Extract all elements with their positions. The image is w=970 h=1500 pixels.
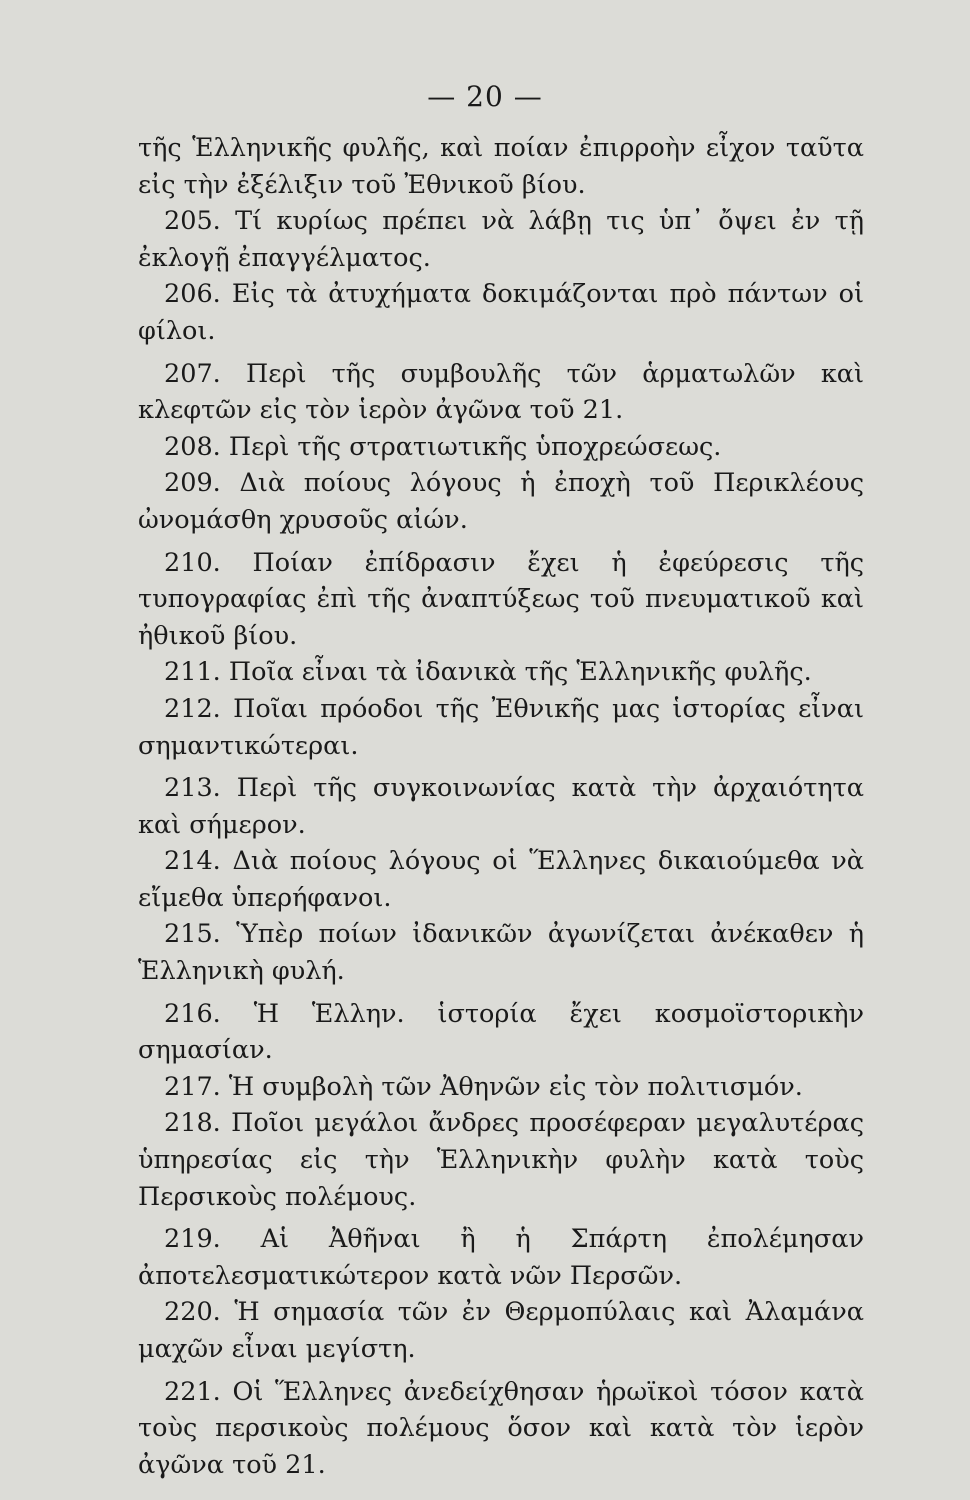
list-item-216: 216. Ἡ Ἑλλην. ἱστορία ἔχει κοσμοϊστορικὴν σημασίαν. <box>138 998 864 1066</box>
list-item-continuation: τῆς Ἑλληνικῆς φυλῆς, καὶ ποίαν ἐπιρροὴν εἶχον ταῦτα εἰς τὴν ἐξέλιξιν τοῦ Ἐθνικοῦ βίου. <box>138 133 864 200</box>
list-item-215: 215. Ὑπὲρ ποίων ἰδανικῶν ἀγωνίζεται ἀνέκαθεν ἡ Ἑλληνικὴ φυλή. <box>138 919 864 987</box>
list-item-213: 213. Περὶ τῆς συγκοινωνίας κατὰ τὴν ἀρχαιότητα καὶ σήμερον. <box>138 773 864 840</box>
list-item-217: 217. Ἡ συμβολὴ τῶν Ἀθηνῶν εἰς τὸν πολιτισμόν. <box>164 1071 803 1102</box>
question-list <box>138 130 864 1483</box>
list-item-212: 212. Ποῖαι πρόοδοι τῆς Ἐθνικῆς μας ἱστορίας εἶναι σημαντικώτεραι. <box>138 693 864 761</box>
list-item-206: 206. Εἰς τὰ ἀτυχήματα δοκιμάζονται πρὸ πάντων οἱ φίλοι. <box>138 279 864 346</box>
list-item-210: 210. Ποίαν ἐπίδρασιν ἔχει ἡ ἐφεύρεσις τῆς τυπογραφίας ἐπὶ τῆς ἀναπτύξεως τοῦ πνευματικοῦ καὶ ἠθικοῦ βίου. <box>138 547 864 651</box>
list-item-209: 209. Διὰ ποίους λόγους ἡ ἐποχὴ τοῦ Περικλέους ὠνομάσθη χρυσοῦς αἰών. <box>138 468 864 535</box>
list-item-211: 211. Ποῖα εἶναι τὰ ἰδανικὰ τῆς Ἑλληνικῆς φυλῆς. <box>164 657 812 688</box>
list-item-219: 219. Αἱ Ἀθῆναι ἢ ἡ Σπάρτη ἐπολέμησαν ἀποτελεσματικώτερον κατὰ νῶν Περσῶν. <box>138 1224 864 1291</box>
list-item-208: 208. Περὶ τῆς στρατιωτικῆς ὑποχρεώσεως. <box>164 431 722 462</box>
list-item-207: 207. Περὶ τῆς συμβουλῆς τῶν ἁρματωλῶν καὶ κλεφτῶν εἰς τὸν ἱερὸν ἀγῶνα τοῦ 21. <box>138 358 864 426</box>
list-item-214: 214. Διὰ ποίους λόγους οἱ Ἕλληνες δικαιούμεθα νὰ εἴμεθα ὑπερήφανοι. <box>138 846 864 913</box>
list-item-205: 205. Τί κυρίως πρέπει νὰ λάβῃ τις ὑπ᾿ ὄψει ἐν τῇ ἐκλογῇ ἐπαγγέλματος. <box>138 206 864 273</box>
page-number: — 20 — <box>427 80 543 113</box>
list-item-220: 220. Ἡ σημασία τῶν ἐν Θερμοπύλαις καὶ Ἀλαμάνα μαχῶν εἶναι μεγίστη. <box>138 1297 864 1364</box>
list-item-218: 218. Ποῖοι μεγάλοι ἄνδρες προσέφεραν μεγαλυτέρας ὑπηρεσίας εἰς τὴν Ἑλληνικὴν φυλὴν κατὰ τοὺς Περσικοὺς πολέμους. <box>138 1108 864 1212</box>
list-item-221: 221. Οἱ Ἕλληνες ἀνεδείχθησαν ἡρωϊκοὶ τόσον κατὰ τοὺς περσικοὺς πολέμους ὅσον καὶ κατὰ τὸν ἱερὸν ἀγῶνα τοῦ 21. <box>138 1376 864 1480</box>
